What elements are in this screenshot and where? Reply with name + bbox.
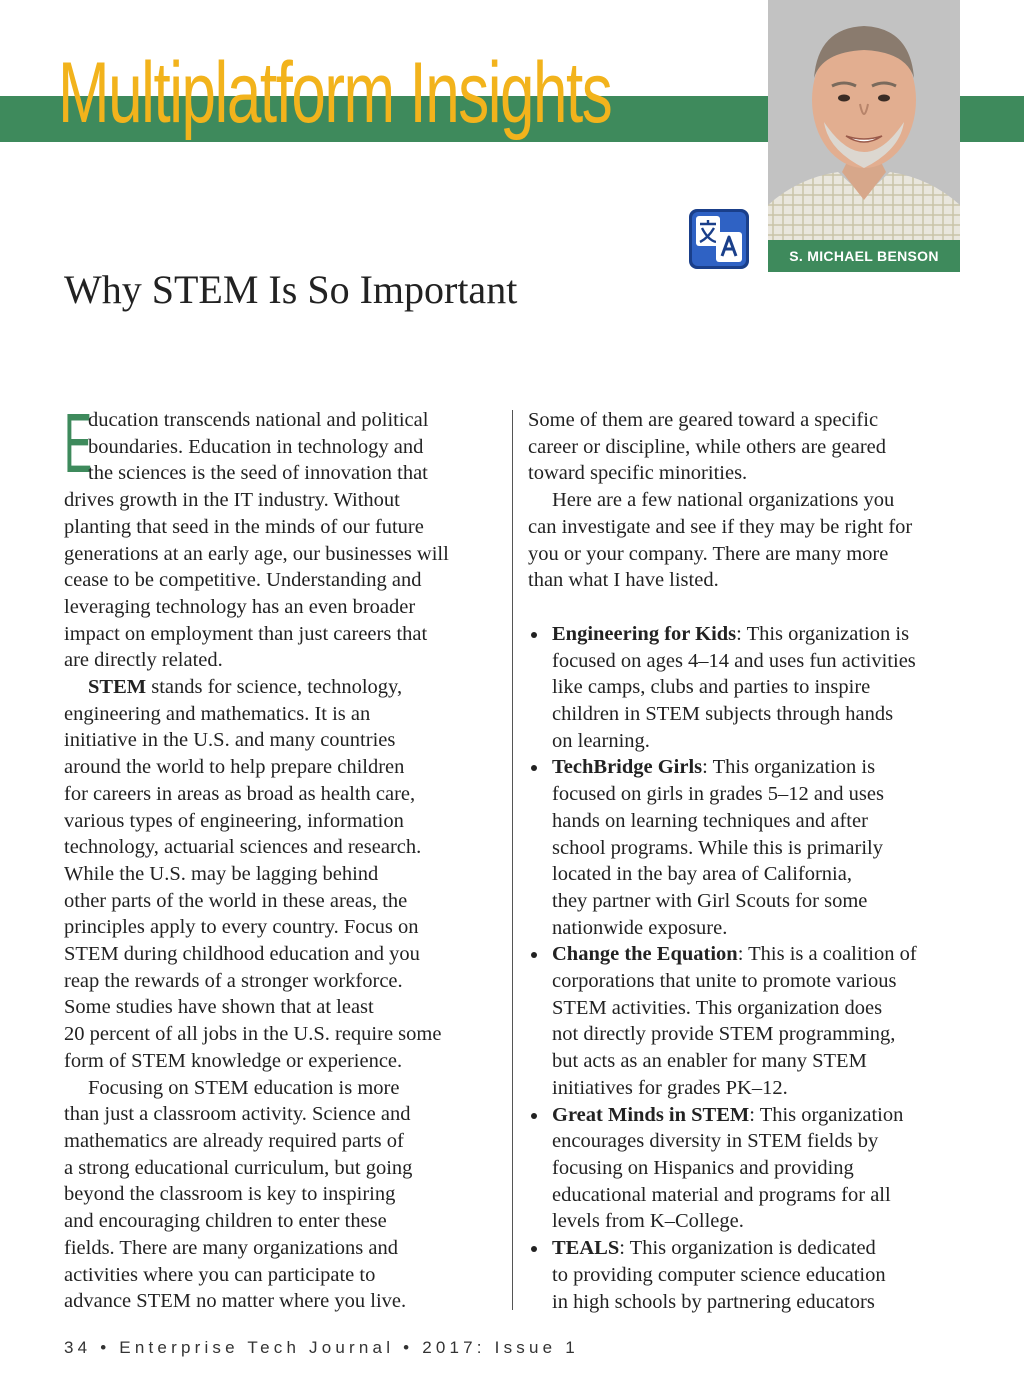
text-line: advance STEM no matter where you live. <box>64 1290 407 1313</box>
text-line: and encouraging children to enter these <box>64 1210 387 1233</box>
text-line: impact on employment than just careers that <box>64 622 428 645</box>
list-item: Change the Equation: This is a coalition of corporations that unite to promote various STEM activities. This organization does not directly provide STEM programming, but acts as an enabler for many STEM initiatives for grades PK–12. <box>528 941 968 1101</box>
text-line: are directly related. <box>64 649 223 672</box>
text-line: than what I have listed. <box>528 569 719 592</box>
text-line: leveraging technology has an even broader <box>64 595 416 618</box>
text-line: a strong educational curriculum, but going <box>64 1156 413 1179</box>
organization-list <box>528 621 968 1315</box>
text-line: around the world to help prepare children <box>64 756 405 779</box>
page-footer: 34 • Enterprise Tech Journal • 2017: Issue 1 <box>64 1338 579 1357</box>
org-name: Engineering for Kids <box>552 622 737 645</box>
article-headline: Why STEM Is So Important <box>64 267 518 312</box>
text-line: ducation transcends national and political <box>88 409 429 431</box>
text-line: Some of them are geared toward a specific <box>528 409 879 431</box>
org-name: TechBridge Girls <box>552 756 703 779</box>
text-line: generations at an early age, our businesses will <box>64 542 449 565</box>
text-line: cease to be competitive. Understanding and <box>64 569 422 592</box>
text-line: various types of engineering, information <box>64 809 404 832</box>
text-line: other parts of the world in these areas, the <box>64 889 408 912</box>
drop-cap: E <box>64 396 93 490</box>
text-line: technology, actuarial sciences and research. <box>64 836 422 859</box>
translate-icon[interactable] <box>688 208 750 270</box>
column-title: Multiplatform Insights <box>58 45 612 141</box>
text-line: mathematics are already required parts of <box>64 1129 404 1152</box>
author-name: S. MICHAEL BENSON <box>768 240 960 272</box>
text-line: the sciences is the seed of innovation that <box>88 462 428 485</box>
text-line: drives growth in the IT industry. Without <box>64 489 400 512</box>
text-line: beyond the classroom is key to inspiring <box>64 1183 396 1206</box>
author-photo-card <box>768 0 960 272</box>
text-line: form of STEM knowledge or experience. <box>64 1049 403 1072</box>
stem-term: STEM <box>88 676 147 699</box>
text-line: While the U.S. may be lagging behind <box>64 862 379 885</box>
org-name: TEALS <box>552 1237 620 1260</box>
article-column-right <box>528 407 968 1315</box>
text-line: Focusing on STEM education is more <box>88 1076 400 1099</box>
text-line: initiative in the U.S. and many countries <box>64 729 396 752</box>
text-line: Some studies have shown that at least <box>64 996 374 1019</box>
text-line: can investigate and see if they may be right for <box>528 515 913 538</box>
text-line: Here are a few national organizations you <box>552 489 895 512</box>
article-column-left <box>64 396 500 1315</box>
text-line: reap the rewards of a stronger workforce. <box>64 969 403 992</box>
org-name: Great Minds in STEM <box>552 1103 750 1126</box>
text-line: engineering and mathematics. It is an <box>64 702 371 725</box>
text-line: boundaries. Education in technology and <box>88 435 424 458</box>
author-photo <box>768 0 960 240</box>
list-item: TEALS: This organization is dedicated to providing computer science education in high schools by partnering educators <box>528 1235 968 1315</box>
text-line: career or discipline, while others are geared <box>528 435 886 458</box>
text-line: STEM during childhood education and you <box>64 943 420 966</box>
text-line: fields. There are many organizations and <box>64 1236 398 1259</box>
text-line: 20 percent of all jobs in the U.S. require some <box>64 1023 442 1046</box>
list-item: Great Minds in STEM: This organization encourages diversity in STEM fields by focusing on Hispanics and providing educational material and programs for all levels from K–College. <box>528 1102 968 1236</box>
text-line: for careers in areas as broad as health care, <box>64 782 416 805</box>
org-name: Change the Equation <box>552 943 738 966</box>
column-divider <box>512 410 513 1310</box>
text-line: than just a classroom activity. Science and <box>64 1103 411 1126</box>
text-line: activities where you can participate to <box>64 1263 376 1286</box>
list-item: TechBridge Girls: This organization is focused on girls in grades 5–12 and uses hands on learning techniques and after school programs. While this is primarily located in the bay area of California, they partner with Girl Scouts for some nationwide exposure. <box>528 754 968 941</box>
text-line: principles apply to every country. Focus on <box>64 916 419 939</box>
list-item: Engineering for Kids: This organization is focused on ages 4–14 and uses fun activities like camps, clubs and parties to inspire children in STEM subjects through hands on learning. <box>528 621 968 755</box>
text-line: planting that seed in the minds of our future <box>64 515 424 538</box>
text-line: STEM stands for science, technology, <box>88 676 403 699</box>
text-line: you or your company. There are many more <box>528 542 889 565</box>
text-line: toward specific minorities. <box>528 462 748 485</box>
